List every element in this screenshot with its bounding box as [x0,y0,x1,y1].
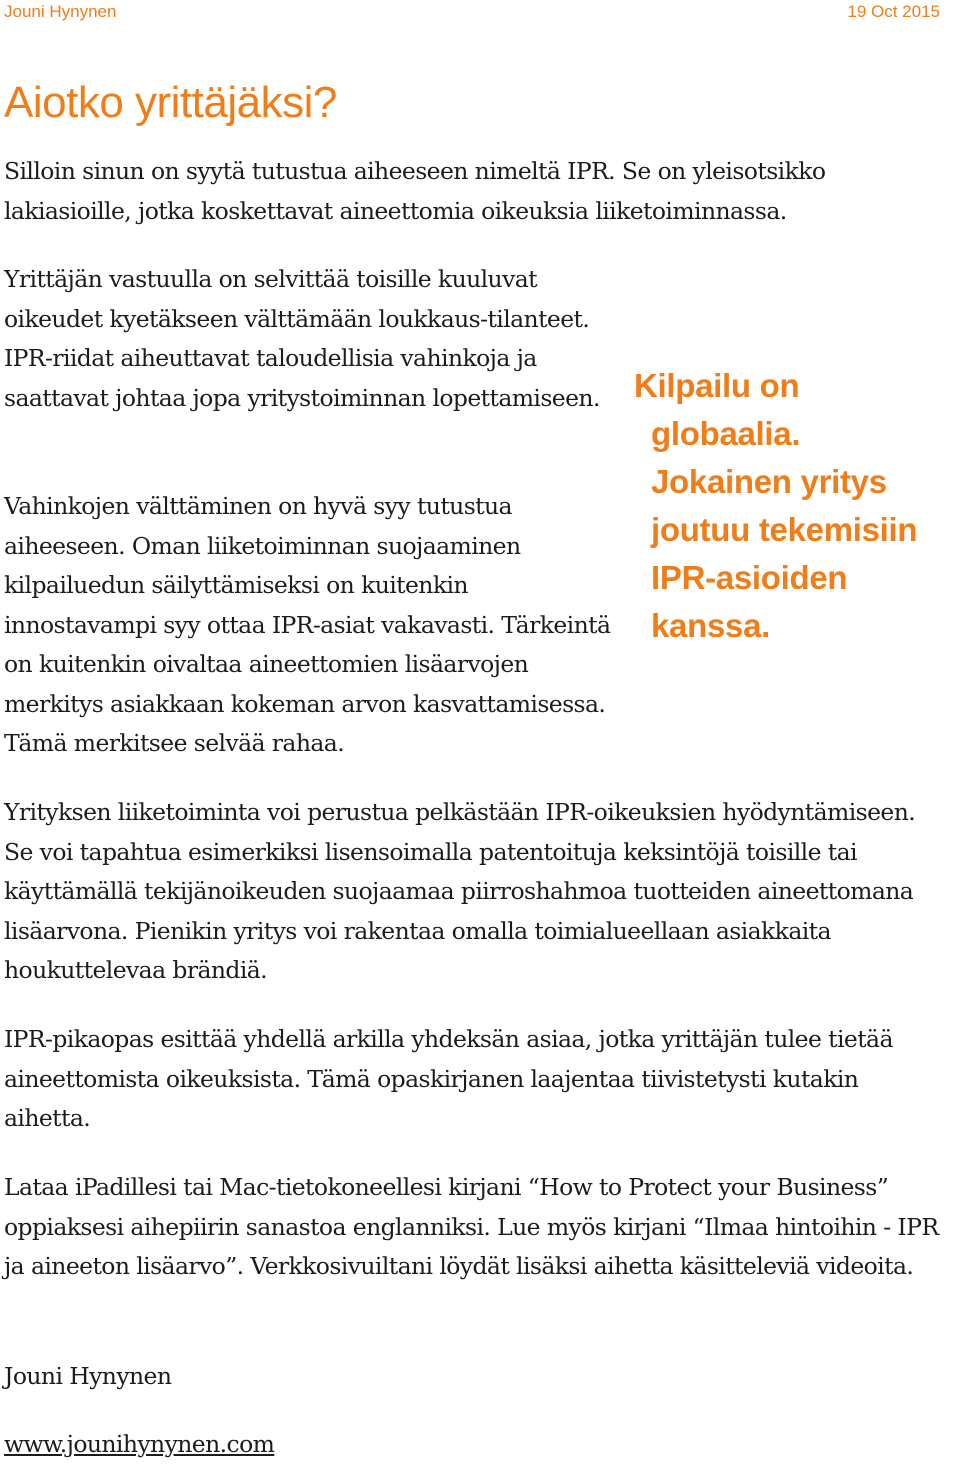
paragraph-responsibility: Yrittäjän vastuulla on selvittää toisille kuuluvat oikeudet kyetäkseen välttämään loukkaus-tilanteet. IPR-riidat aiheuttavat taloudellisia vahinkoja ja saattavat johtaa jopa yritystoiminnan lopettamiseen. [4,265,600,412]
paragraph-guide: IPR-pikaopas esittää yhdellä arkilla yhdeksän asiaa, jotka yrittäjän tulee tietää aineettomista oikeuksista. Tämä opaskirjanen laajentaa tiivistetysti kutakin aihetta. [4,1025,893,1132]
pull-quote-line: IPR-asioiden [651,559,848,596]
website-link-container [4,1425,604,1465]
paragraph-business: Yrityksen liiketoiminta voi perustua pelkästään IPR-oikeuksien hyödyntämiseen. Se voi tapahtua esimerkiksi lisensoimalla patentoituja keksintöjä toisille tai käyttämällä tekijänoikeuden suojaamaa piirroshahmoa tuotteiden aineettomana lisäarvona. Pienikin yritys voi rakentaa omalla toimialueellaan asiakkaita houkuttelevaa brändiä. [4,798,916,984]
pull-quote-line: Kilpailu on [634,367,800,404]
header-date: 19 Oct 2015 [847,2,940,21]
pull-quote-line: kanssa. [651,607,770,644]
pull-quote-line: Jokainen yritys [651,463,887,500]
page-header [4,0,940,22]
article-title: Aiotko yrittäjäksi? [4,78,337,127]
pull-quote [634,362,960,650]
header-author: Jouni Hynynen [4,2,117,21]
paragraph-damage-avoidance: Vahinkojen välttäminen on hyvä syy tutustua aiheeseen. Oman liiketoiminnan suojaaminen kilpailuedun säilyttämiseksi on kuitenkin innostavampi syy ottaa IPR-asiat vakavasti. Tärkeintä on kuitenkin oivaltaa aineettomien lisäarvojen merkitys asiakkaan kokeman arvon kasvattamisessa. Tämä merkitsee selvää rahaa. [4,492,611,757]
website-link[interactable]: www.jounihynynen.com [4,1430,275,1458]
paragraph-intro: Silloin sinun on syytä tutustua aiheeseen nimeltä IPR. Se on yleisotsikko lakiasioille, jotka koskettavat aineettomia oikeuksia liiketoiminnassa. [4,157,826,225]
paragraph-books: Lataa iPadillesi tai Mac-tietokoneellesi kirjani “How to Protect your Business” oppiaksesi aihepiirin sanastoa englanniksi. Lue myös kirjani “Ilmaa hintoihin - IPR ja aineeton lisäarvo”. Verkkosivuiltani löydät lisäksi aihetta käsitteleviä videoita. [4,1173,939,1280]
signature: Jouni Hynynen [4,1362,172,1390]
pull-quote-line: joutuu tekemisiin [651,511,918,548]
pull-quote-line: globaalia. [651,415,801,452]
